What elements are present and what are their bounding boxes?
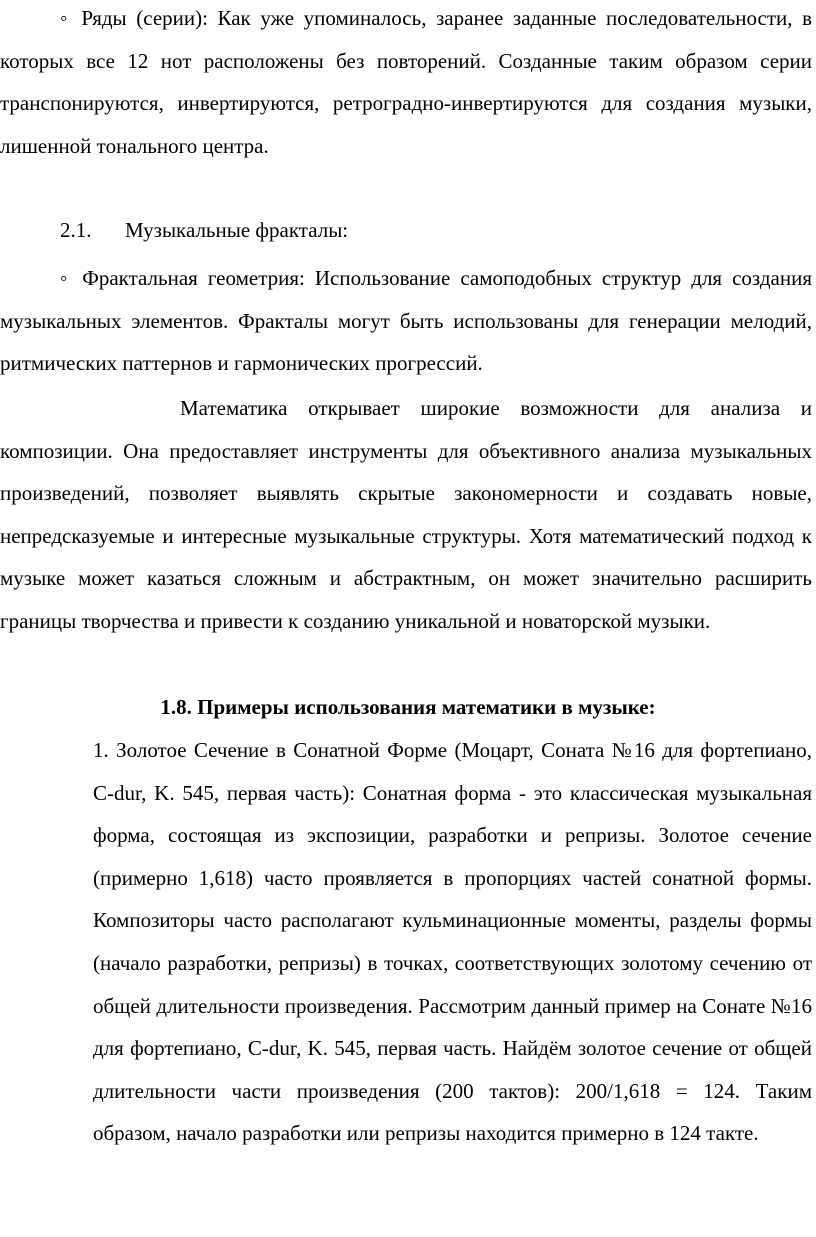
section-heading: 1.8. Примеры использования математики в музыке: xyxy=(160,695,656,719)
series-paragraph: ◦ Ряды (серии): Как уже упоминалось, заранее заданные последовательности, в которых все 12 нот расположены без повторений. Созданные таким образом серии транспонируются, инвертируются, ретроградно-инвертируются для создания музыки, лишенной тонального центра. xyxy=(0,6,812,158)
section-title: Музыкальные фракталы: xyxy=(125,218,349,242)
list-item-golden-ratio: 1. Золотое Сечение в Сонатной Форме (Моцарт, Соната №16 для фортепиано, C-dur, K. 545, первая часть): Сонатная форма - это классическая музыкальная форма, состоящая из экспозиции, разработки и репризы. Золотое сечение (примерно 1,618) часто проявляется в пропорциях частей сонатной формы. Композиторы часто располагают кульминационные моменты, разделы формы (начало разработки, репризы) в точках, соответствующих золотому сечению от общей длительности произведения. Рассмотрим данный пример на Сонате №16 для фортепиано, C-dur, K. 545, первая часть. Найдём золотое сечение от общей длительности части произведения (200 тактов): 200/1,618 = 124. Таким образом, начало разработки или репризы находится примерно в 124 такте. xyxy=(93,738,812,1146)
section-number: 2.1. xyxy=(60,218,92,242)
math-paragraph: Математика открывает широкие возможности для анализа и композиции. Она предоставляет инструменты для объективного анализа музыкальных произведений, позволяет выявлять скрытые закономерности и создавать новые, непредсказуемые и интересные музыкальные структуры. Хотя математический подход к музыке может казаться сложным и абстрактным, он может значительно расширить границы творчества и привести к созданию уникальной и новаторской музыки. xyxy=(0,396,812,633)
fractal-paragraph: ◦ Фрактальная геометрия: Использование самоподобных структур для создания музыкальных элементов. Фракталы могут быть использованы для генерации мелодий, ритмических паттернов и гармонических прогрессий. xyxy=(0,266,812,376)
